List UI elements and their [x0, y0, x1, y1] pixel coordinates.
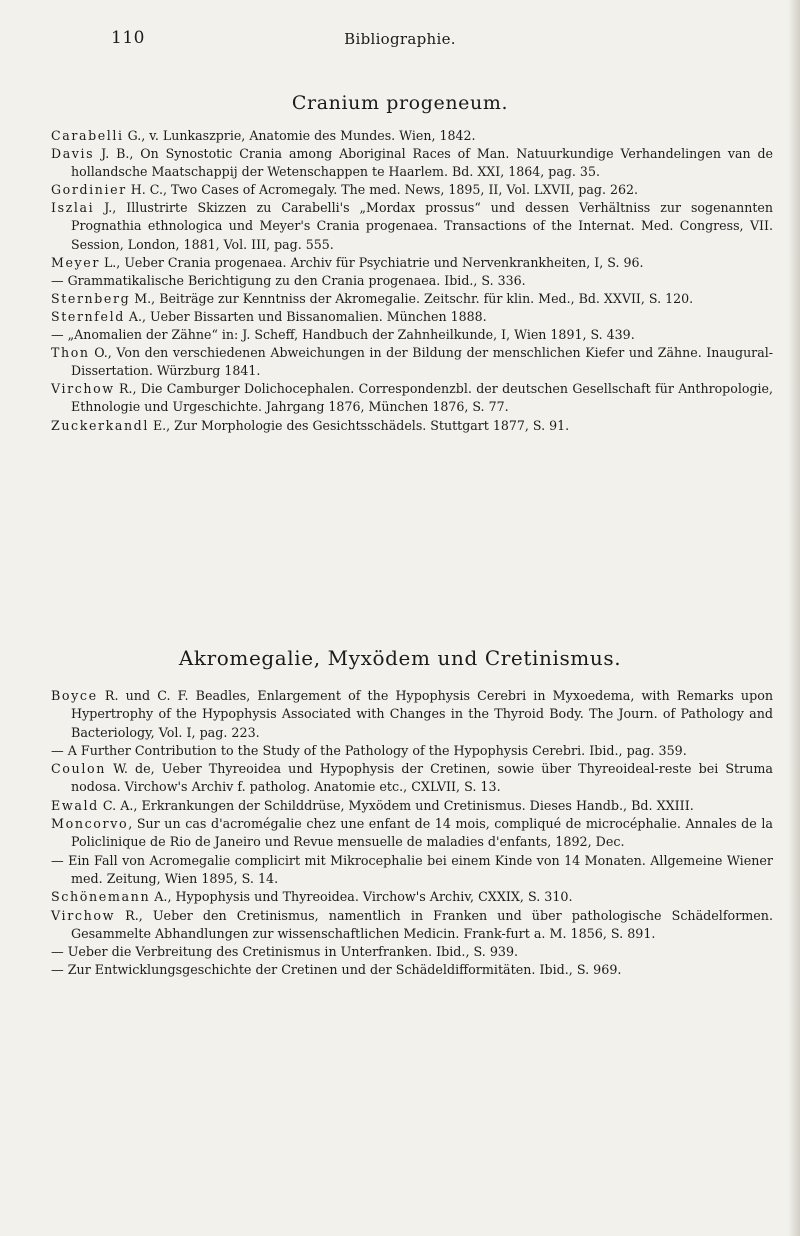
entry-author: Iszlai — [51, 200, 95, 216]
bibliography-entry — [51, 181, 773, 199]
bibliography-entry — [51, 961, 773, 979]
entry-author: Davis — [51, 146, 95, 162]
section-heading-akromegalie: Akromegalie, Myxödem und Cretinismus. — [178, 646, 622, 670]
bibliography-list-akromegalie — [51, 687, 773, 980]
bibliography-entry — [51, 290, 773, 308]
bibliography-entry — [51, 687, 773, 742]
entry-text: A., Hypophysis und Thyreoidea. Virchow's Archiv, CXXIX, S. 310. — [150, 889, 573, 905]
entry-text: — Zur Entwicklungsgeschichte der Cretinen und der Schädeldifformitäten. Ibid., S. 969. — [51, 962, 622, 978]
entry-text: — Grammatikalische Berichtigung zu den Crania progenaea. Ibid., S. 336. — [51, 272, 526, 288]
bibliography-entry — [51, 797, 773, 815]
entry-text: R., Die Camburger Dolichocephalen. Correspondenzbl. der deutschen Gesellschaft für Anthropologie, Ethnologie und Urgeschichte. Jahrgang 1876, München 1876, S. 77. — [71, 381, 773, 415]
bibliography-entry — [51, 888, 773, 906]
bibliography-entry — [51, 380, 773, 416]
entry-text: — Ein Fall von Acromegalie complicirt mit Mikrocephalie bei einem Kinde von 14 Monaten. Allgemeine Wiener med. Zeitung, Wien 1895, S. 14. — [51, 852, 773, 886]
bibliography-entry — [51, 344, 773, 380]
page-number: 110 — [111, 28, 145, 48]
bibliography-entry — [51, 907, 773, 944]
bibliography-entry — [51, 760, 773, 797]
entry-text: — Ueber die Verbreitung des Cretinismus in Unterfranken. Ibid., S. 939. — [51, 944, 519, 960]
bibliography-entry — [51, 815, 773, 852]
entry-text: J., Illustrirte Skizzen zu Carabelli's „Mordax prossus“ und dessen Verhältniss zur sogenannten Prognathia ethnologica und Meyer's Crania progenaea. Transactions of the Internat. Med. Congress, VII. Session, London, 1881, Vol. III, pag. 555. — [71, 200, 773, 252]
running-title: Bibliographie. — [344, 30, 456, 48]
bibliography-entry — [51, 852, 773, 889]
bibliography-entry — [51, 943, 773, 961]
entry-text: R., Ueber den Cretinismus, namentlich in Franken und über pathologische Schädelformen. Gesammelte Abhandlungen zur wissenschaftlichen Medicin. Frank-furt a. M. 1856, S. 891. — [71, 907, 773, 941]
entry-text: O., Von den verschiedenen Abweichungen in der Bildung der menschlichen Kiefer und Zähne. Inaugural-Dissertation. Würzburg 1841. — [71, 345, 773, 379]
entry-text: M., Beiträge zur Kenntniss der Akromegalie. Zeitschr. für klin. Med., Bd. XXVII, S. 120. — [130, 290, 694, 306]
page-edge-shadow — [788, 0, 800, 1236]
bibliography-entry — [51, 145, 773, 181]
entry-author: Ewald — [51, 797, 99, 813]
entry-text: R. und C. F. Beadles, Enlargement of the Hypophysis Cerebri in Myxoedema, with Remarks upon Hypertrophy of the Hypophysis Associated with Changes in the Thyroid Body. The Journ. of Pathology and Bacteriology, Vol. I, pag. 223. — [71, 688, 773, 740]
section-heading-cranium: Cranium progeneum. — [291, 92, 509, 114]
entry-author: Sternberg — [51, 290, 131, 306]
bibliography-entry — [51, 326, 773, 344]
entry-author: Gordinier — [51, 182, 127, 198]
entry-text: A., Ueber Bissarten und Bissanomalien. München 1888. — [124, 308, 487, 324]
entry-text: G., v. Lunkaszprie, Anatomie des Mundes. Wien, 1842. — [123, 128, 476, 143]
entry-author: Virchow — [51, 381, 115, 397]
entry-text: L., Ueber Crania progenaea. Archiv für Psychiatrie und Nervenkrankheiten, I, S. 96. — [99, 254, 644, 270]
entry-author: Moncorvo — [51, 816, 129, 832]
bibliography-entry — [51, 199, 773, 253]
bibliography-entry — [51, 254, 773, 272]
entry-text: W. de, Ueber Thyreoidea und Hypophysis der Cretinen, sowie über Thyreoideal-reste bei Struma nodosa. Virchow's Archiv f. patholog. Anatomie etc., CXLVII, S. 13. — [71, 761, 773, 795]
entry-author: Boyce — [51, 688, 98, 703]
entry-text: C. A., Erkrankungen der Schilddrüse, Myxödem und Cretinismus. Dieses Handb., Bd. XXIII. — [98, 797, 694, 813]
entry-text: , Sur un cas d'acromégalie chez une enfant de 14 mois, compliqué de microcéphalie. Annales de la Policlinique de Rio de Janeiro und Revue mensuelle de maladies d'enfants, 1892, Dec. — [71, 816, 773, 850]
entry-author: Zuckerkandl — [51, 417, 149, 433]
entry-author: Coulon — [51, 761, 106, 777]
bibliography-entry — [51, 417, 773, 435]
bibliography-entry — [51, 742, 773, 760]
entry-text: H. C., Two Cases of Acromegaly. The med. News, 1895, II, Vol. LXVII, pag. 262. — [126, 182, 639, 198]
entry-author: Schönemann — [51, 889, 151, 905]
bibliography-list-cranium — [51, 127, 773, 435]
entry-author: Thon — [51, 345, 90, 361]
page-header — [0, 22, 800, 52]
bibliography-entry — [51, 308, 773, 326]
entry-text: — „Anomalien der Zähne“ in: J. Scheff, Handbuch der Zahnheilkunde, I, Wien 1891, S. 439. — [51, 327, 635, 343]
entry-text: — A Further Contribution to the Study of the Pathology of the Hypophysis Cerebri. Ibid., pag. 359. — [51, 742, 687, 758]
entry-author: Carabelli — [51, 128, 124, 143]
entry-author: Meyer — [51, 254, 100, 270]
entry-text: E., Zur Morphologie des Gesichtsschädels. Stuttgart 1877, S. 91. — [148, 417, 570, 433]
entry-text: J. B., On Synostotic Crania among Aboriginal Races of Man. Natuurkundige Verhandelingen van de hollandsche Maatschappij der Wetenschappen te Haarlem. Bd. XXI, 1864, pag. 35. — [71, 146, 773, 180]
bibliography-entry — [51, 127, 773, 145]
entry-author: Sternfeld — [51, 308, 125, 324]
bibliography-entry — [51, 272, 773, 290]
entry-author: Virchow — [51, 907, 116, 923]
